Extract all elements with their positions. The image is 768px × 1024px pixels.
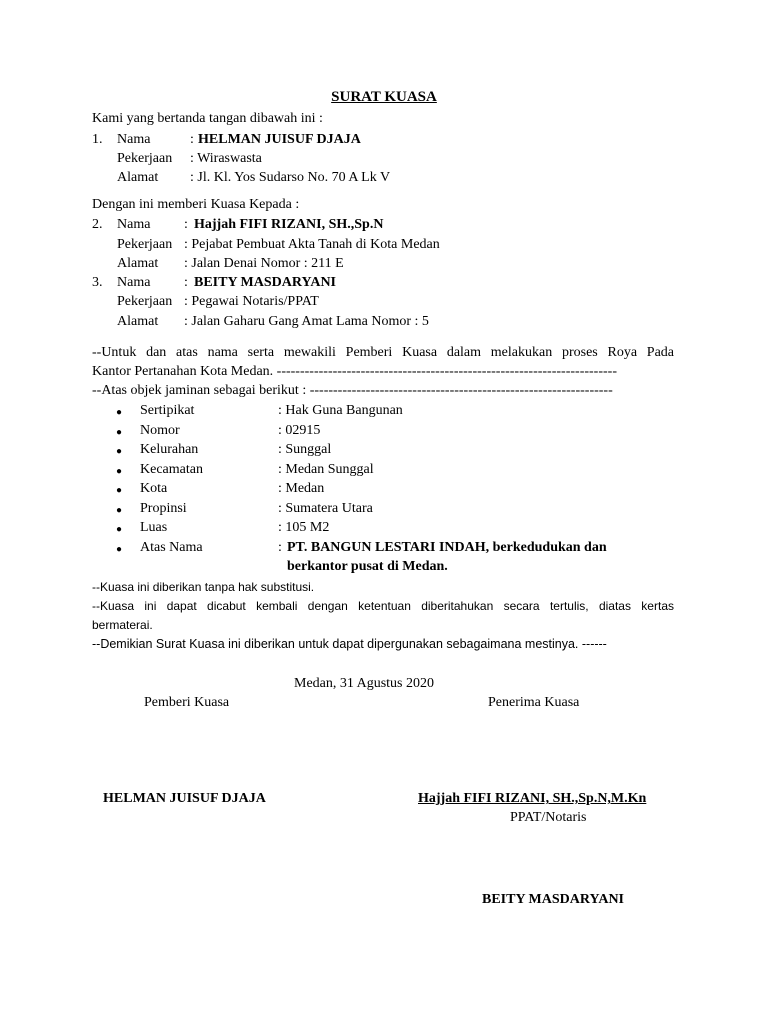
bullet-icon: ● [116,407,123,418]
party-2-job-label: Pekerjaan [117,237,173,252]
object-value: : Medan [278,481,325,496]
party-3-name: BEITY MASDARYANI [194,275,336,290]
document-title: SURAT KUASA [331,89,437,105]
bullet-icon: ● [116,544,123,555]
object-value: : Hak Guna Bangunan [278,403,403,418]
party-3-address-label: Alamat [117,314,159,329]
party-3-job-value: : Pegawai Notaris/PPAT [184,294,319,309]
party-2-name: Hajjah FIFI RIZANI, SH.,Sp.N [194,217,384,232]
place-date: Medan, 31 Agustus 2020 [294,676,434,691]
note-revocable-line-2: bermaterai. [92,618,153,632]
object-label: Luas [140,520,168,535]
party-1-job-value: : Wiraswasta [190,151,262,166]
party-1-name-colon: : [190,132,194,147]
receiver-2-signature-name: BEITY MASDARYANI [482,892,624,907]
party-2-address-label: Alamat [117,256,159,271]
bullet-icon: ● [116,427,123,438]
object-label: Kecamatan [140,462,203,477]
object-label: Kelurahan [140,442,199,457]
object-label: Nomor [140,423,180,438]
purpose-line-2: Kantor Pertanahan Kota Medan. ------------------------------------------------------------------------- [92,364,617,379]
object-label: Atas Nama [140,540,203,555]
party-3-name-colon: : [184,275,188,290]
party-3-job-label: Pekerjaan [117,294,173,309]
party-2-number: 2. [92,217,103,232]
party-1-address-label: Alamat [117,170,159,185]
intro-text: Kami yang bertanda tangan dibawah ini : [92,111,323,126]
receiver-signature-name: Hajjah FIFI RIZANI, SH.,Sp.N,M.Kn [418,791,647,806]
note-closing: --Demikian Surat Kuasa ini diberikan untuk dapat dipergunakan sebagaimana mestinya. ------ [92,637,607,651]
object-label: Kota [140,481,168,496]
object-value: : Medan Sunggal [278,462,374,477]
object-intro-line: --Atas objek jaminan sebagai berikut : ----------------------------------------------------------------- [92,383,613,398]
object-value-line-2: berkantor pusat di Medan. [287,559,448,574]
party-1-name-label: Nama [117,132,151,147]
object-value-colon: : [278,540,282,555]
object-value: : 02915 [278,423,321,438]
party-1-address-value: : Jl. Kl. Yos Sudarso No. 70 A Lk V [190,170,391,185]
object-value: : Sunggal [278,442,332,457]
purpose-line-1: --Untuk dan atas nama serta mewakili Pemberi Kuasa dalam melakukan proses Roya Pada [92,345,674,360]
object-label: Sertipikat [140,403,195,418]
party-3-number: 3. [92,275,103,290]
party-2-name-colon: : [184,217,188,232]
receiver-title: PPAT/Notaris [510,810,587,825]
bullet-icon: ● [116,505,123,516]
object-value-line-1: PT. BANGUN LESTARI INDAH, berkedudukan dan [287,540,607,555]
party-2-address-value: : Jalan Denai Nomor : 211 E [184,256,344,271]
giver-heading: Pemberi Kuasa [144,695,230,710]
note-revocable-line-1: --Kuasa ini dapat dicabut kembali dengan ketentuan diberitahukan secara tertulis, diatas kertas [92,599,674,613]
party-3-address-value: : Jalan Gaharu Gang Amat Lama Nomor : 5 [184,314,429,329]
grant-intro-text: Dengan ini memberi Kuasa Kepada : [92,197,300,212]
party-1-job-label: Pekerjaan [117,151,173,166]
object-value: : Sumatera Utara [278,501,373,516]
bullet-icon: ● [116,485,123,496]
bullet-icon: ● [116,466,123,477]
party-1-number: 1. [92,132,103,147]
receiver-heading: Penerima Kuasa [488,695,580,710]
party-2-name-label: Nama [117,217,151,232]
note-no-substitution: --Kuasa ini diberikan tanpa hak substitusi. [92,580,315,594]
party-2-job-value: : Pejabat Pembuat Akta Tanah di Kota Medan [184,237,440,252]
object-label: Propinsi [140,501,187,516]
giver-signature-name: HELMAN JUISUF DJAJA [103,791,266,806]
object-value: : 105 M2 [278,520,330,535]
bullet-icon: ● [116,446,123,457]
party-1-name: HELMAN JUISUF DJAJA [198,132,361,147]
bullet-icon: ● [116,524,123,535]
party-3-name-label: Nama [117,275,151,290]
